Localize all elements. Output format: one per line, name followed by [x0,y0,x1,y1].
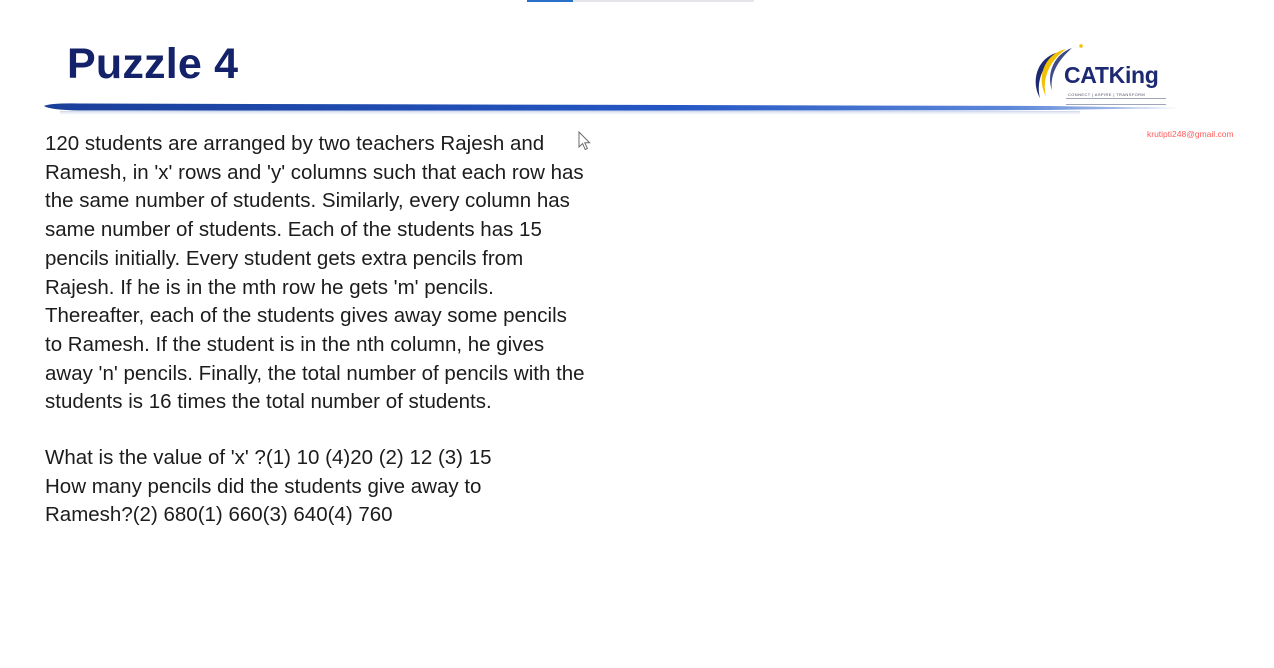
catking-logo [1030,42,1175,108]
catking-logo-tagline: CONNECT | ASPIRE | TRANSFORM [1068,92,1146,97]
question-line: How many pencils did the students give away to [45,474,482,498]
catking-logo-text: CATKing [1064,62,1159,88]
puzzle-line: to Ramesh. If the student is in the nth column, he gives [45,332,545,356]
puzzle-line: 120 students are arranged by two teachers Rajesh and [45,132,545,155]
puzzle-line: pencils initially. Every student gets extra pencils from [45,246,524,270]
title-underline-rule [40,99,1190,117]
watermark-email: krutipti248@gmail.com [1147,129,1234,139]
puzzle-line: Thereafter, each of the students gives away some pencils [45,304,567,328]
question-line: Ramesh?(2) 680(1) 660(3) 640(4) 760 [45,503,393,527]
puzzle-line: the same number of students. Similarly, every column has [45,189,570,213]
slide-title: Puzzle 4 [67,40,239,88]
puzzle-statement [45,130,705,417]
puzzle-line: away 'n' pencils. Finally, the total number of pencils with the [45,361,585,385]
puzzle-line: Ramesh, in 'x' rows and 'y' columns such that each row has [45,160,584,184]
question-line: What is the value of 'x' ?(1) 10 (4)20 (2) 12 (3) 15 [45,446,492,469]
puzzle-questions [45,444,705,530]
top-progress-accent [527,0,573,2]
mouse-pointer-icon [578,131,592,151]
puzzle-line: same number of students. Each of the students has 15 [45,218,542,242]
puzzle-line: Rajesh. If he is in the mth row he gets 'm' pencils. [45,275,494,299]
puzzle-line: students is 16 times the total number of students. [45,390,492,414]
